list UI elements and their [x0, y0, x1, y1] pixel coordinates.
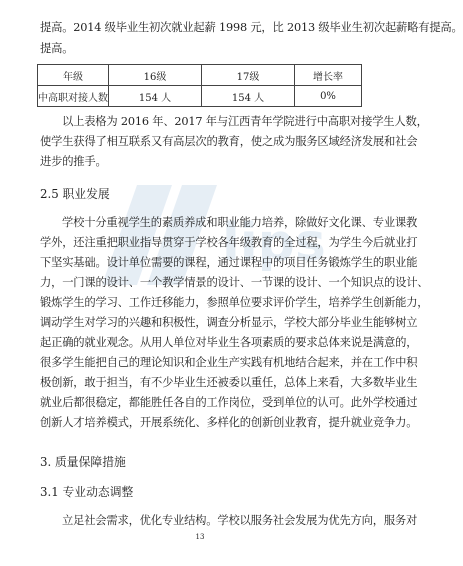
table-header-row: [38, 65, 362, 86]
paragraph-line: 立足社会需求，优化专业结构。学校以服务社会发展为优先方向，服务对: [62, 514, 418, 527]
table-header: 年级: [38, 65, 109, 86]
paragraph-line: 学外，还注重把职业指导贯穿于学校各年级教育的全过程，为学生今后就业打: [40, 236, 418, 249]
table-cell: 中高职对接人数: [38, 86, 109, 107]
paragraph-line: 以上表格为 2016 年、2017 年与江西青年学院进行中高职对接学生人数，: [62, 115, 428, 128]
paragraph-line: 起正确的就业观念。从用人单位对毕业生各项素质的要求总体来说是满意的，: [40, 336, 418, 349]
top-line: 提高。2014 级毕业生初次就业起薪 1998 元，比 2013 级毕业生初次起薪略有提高。: [40, 21, 463, 34]
table-cell: 0%: [295, 86, 362, 107]
table-header: 17级: [202, 65, 295, 86]
paragraph-line: 就业后都很稳定，都能胜任各自的工作岗位，受到单位的认可。此外学校通过: [40, 396, 418, 409]
paragraph-line: 使学生获得了相互联系又有高层次的教育，使之成为服务区域经济发展和社会: [40, 135, 418, 148]
enrollment-table: [37, 64, 362, 107]
section-heading-3-1: 3.1 专业动态调整: [40, 485, 134, 499]
section-heading-2-5: 2.5 职业发展: [40, 187, 110, 201]
page-number: 13: [195, 533, 205, 541]
paragraph-line: 进步的推手。: [40, 155, 107, 168]
paragraph-line: 很多学生能把自己的理论知识和企业生产实践有机地结合起来，并在工作中积: [40, 356, 418, 369]
table-cell: 154 人: [109, 86, 202, 107]
paragraph-line: 锻炼学生的学习、工作迁移能力，参照单位要求评价学生，培养学生创新能力，: [40, 296, 429, 309]
section-heading-3: 3. 质量保障措施: [40, 455, 126, 469]
table-header: 16级: [109, 65, 202, 86]
paragraph-line: 创新人才培养模式，开展系统化、多样化的创新创业教育，提升就业竞争力。: [40, 416, 418, 429]
paragraph-line: 下坚实基础。设计单位需要的课程，通过课程中的项目任务锻炼学生的职业能: [40, 256, 418, 269]
svg-text:lips: lips: [222, 213, 326, 273]
table-header: 增长率: [295, 65, 362, 86]
paragraph-line: 调动学生对学习的兴趣和积极性，调查分析显示，学校大部分毕业生能够树立: [40, 316, 418, 329]
table-cell: 154 人: [202, 86, 295, 107]
paragraph-line: 学校十分重视学生的素质养成和职业能力培养，除做好文化课、专业课教: [62, 216, 418, 229]
top-line-cont: 提高。: [40, 42, 74, 55]
paragraph-line: 极创新，敢于担当，有不少毕业生还被委以重任，总体上来看，大多数毕业生: [40, 376, 418, 389]
table-row: [38, 86, 362, 107]
paragraph-line: 力，一门课的设计、一个教学情景的设计、一节课的设计、一个知识点的设计、: [40, 276, 429, 289]
